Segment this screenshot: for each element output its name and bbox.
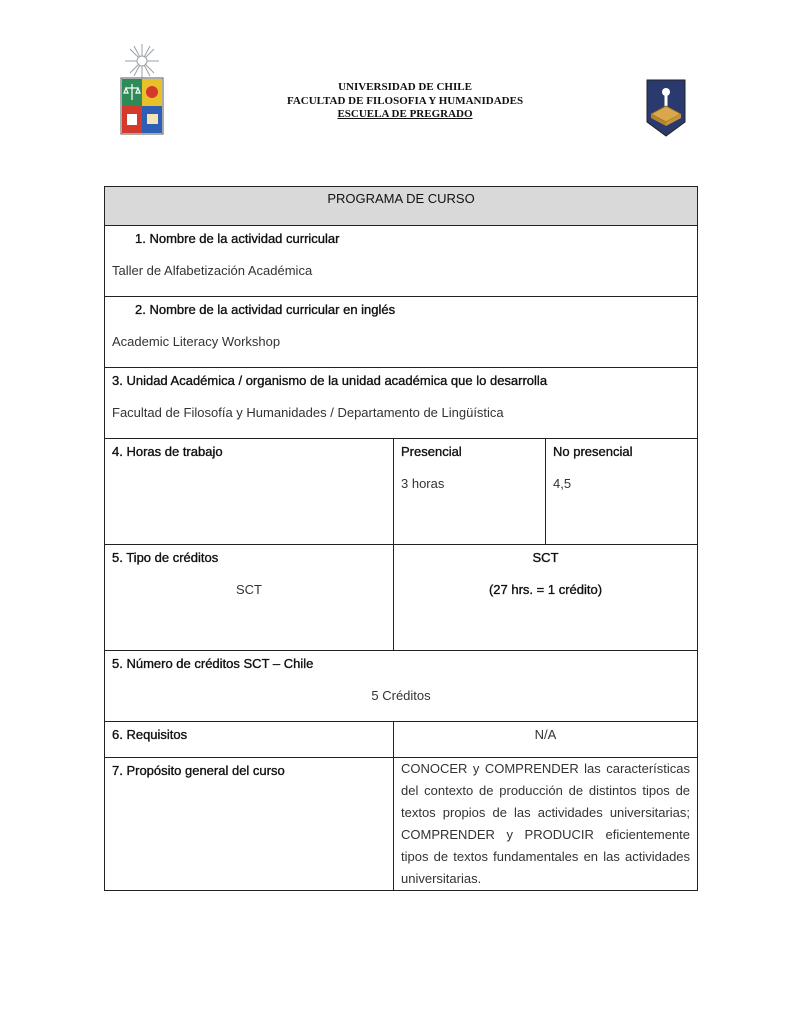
requirements-label: 6. Requisitos bbox=[112, 727, 188, 742]
purpose-cell bbox=[105, 758, 394, 891]
program-title-cell bbox=[105, 187, 698, 226]
section-name bbox=[105, 226, 698, 297]
presencial-value: 3 horas bbox=[401, 476, 445, 491]
purpose-value: CONOCER y COMPRENDER las características del contexto de producción de distintos tipos de textos propios de las actividades universitarias; COMPRENDER y PRODUCIR eficientemente tipos de textos fundamentales en las actividades universitarias. bbox=[401, 761, 691, 886]
faculty-book-emblem-icon bbox=[645, 78, 687, 138]
section-english-name bbox=[105, 297, 698, 368]
section-academic-unit bbox=[105, 368, 698, 439]
section-credit-count bbox=[105, 651, 698, 722]
purpose-label: 7. Propósito general del curso bbox=[112, 763, 285, 778]
work-hours-label: 4. Horas de trabajo bbox=[112, 444, 223, 459]
course-name-label: 1. Nombre de la actividad curricular bbox=[135, 231, 340, 246]
program-table bbox=[104, 186, 698, 891]
credit-type-label: 5. Tipo de créditos bbox=[112, 550, 219, 565]
requirements-value-cell bbox=[394, 722, 698, 758]
credit-system-cell bbox=[394, 545, 698, 651]
header-university: UNIVERSIDAD DE CHILE bbox=[338, 81, 472, 93]
course-english-name-label: 2. Nombre de la actividad curricular en inglés bbox=[135, 302, 396, 317]
presencial-cell bbox=[394, 439, 546, 545]
requirements-cell bbox=[105, 722, 394, 758]
academic-unit-value: Facultad de Filosofía y Humanidades / Departamento de Lingüística bbox=[112, 405, 504, 420]
credit-count-value: 5 Créditos bbox=[371, 688, 431, 703]
header-school: ESCUELA DE PREGRADO bbox=[337, 108, 473, 120]
credit-system-note: (27 hrs. = 1 crédito) bbox=[488, 582, 603, 597]
program-title: PROGRAMA DE CURSO bbox=[327, 191, 475, 206]
no-presencial-value: 4,5 bbox=[553, 476, 572, 491]
credit-type-value: SCT bbox=[236, 582, 262, 597]
credit-system-title: SCT bbox=[532, 550, 559, 565]
university-crest-icon bbox=[114, 42, 170, 138]
institution-header bbox=[205, 81, 605, 122]
academic-unit-label: 3. Unidad Académica / organismo de la unidad académica que lo desarrolla bbox=[112, 373, 548, 388]
requirements-value: N/A bbox=[534, 727, 557, 742]
work-hours-cell bbox=[105, 439, 394, 545]
no-presencial-cell bbox=[546, 439, 698, 545]
credit-type-cell bbox=[105, 545, 394, 651]
credit-count-label: 5. Número de créditos SCT – Chile bbox=[112, 656, 314, 671]
course-english-name-value: Academic Literacy Workshop bbox=[112, 334, 281, 349]
no-presencial-label: No presencial bbox=[553, 444, 633, 459]
presencial-label: Presencial bbox=[401, 444, 462, 459]
purpose-value-cell bbox=[394, 758, 698, 891]
header-faculty: FACULTAD DE FILOSOFIA Y HUMANIDADES bbox=[286, 94, 524, 107]
course-name-value: Taller de Alfabetización Académica bbox=[112, 263, 313, 278]
